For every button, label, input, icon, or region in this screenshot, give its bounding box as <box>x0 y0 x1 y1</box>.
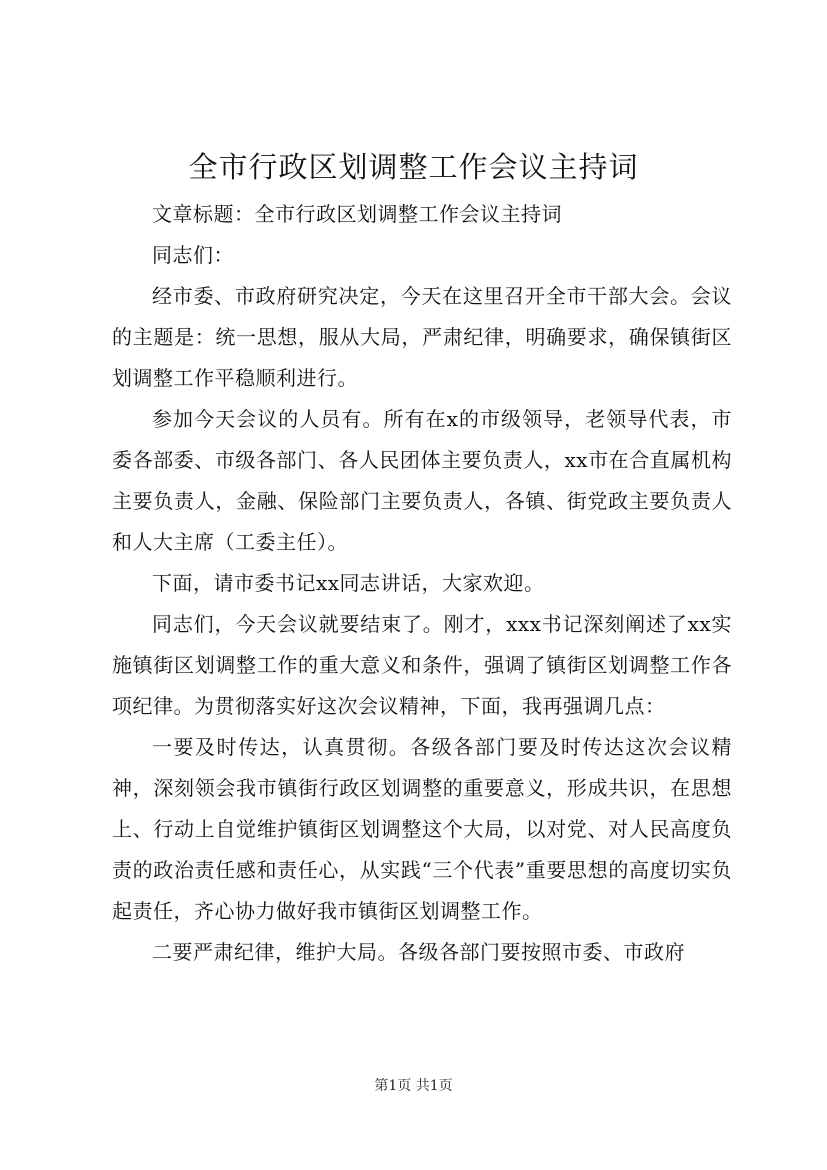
document-title: 全市行政区划调整工作会议主持词 <box>188 150 639 184</box>
paragraph-speech-intro: 下面，请市委书记xx同志讲话，大家欢迎。 <box>152 571 545 595</box>
document-body <box>112 194 732 973</box>
paragraph-point-one: 一要及时传达，认真贯彻。各级各部门要及时传达这次会议精神，深刻领会我市镇街行政区划调整的重要意义，形成共识，在思想上、行动上自觉维护镇街区划调整这个大局，以对党、对人民高度负责的政治责任感和责任心，从实践“三个代表”重要思想的高度切实负起责任，齐心协力做好我市镇街区划调整工作。 <box>112 735 732 923</box>
paragraph-opening: 经市委、市政府研究决定，今天在这里召开全市干部大会。会议的主题是：统一思想，服从大局，严肃纪律，明确要求，确保镇街区划调整工作平稳顺利进行。 <box>112 284 732 390</box>
paragraph-salutation: 同志们： <box>152 243 234 267</box>
paragraph-article-title: 文章标题：全市行政区划调整工作会议主持词 <box>152 202 562 226</box>
paragraph-closing-intro: 同志们，今天会议就要结束了。刚才，xxx书记深刻阐述了xx实施镇街区划调整工作的重大意义和条件，强调了镇街区划调整工作各项纪律。为贯彻落实好这次会议精神，下面，我再强调几点： <box>112 612 732 718</box>
page-footer: 第1页 共1页 <box>374 1078 453 1094</box>
paragraph-attendees: 参加今天会议的人员有。所有在x的市级领导，老领导代表，市委各部委、市级各部门、各人民团体主要负责人，xx市在合直属机构主要负责人，金融、保险部门主要负责人，各镇、街党政主要负责人和人大主席（工委主任）。 <box>112 407 732 554</box>
paragraph-point-two: 二要严肃纪律，维护大局。各级各部门要按照市委、市政府 <box>152 940 685 964</box>
